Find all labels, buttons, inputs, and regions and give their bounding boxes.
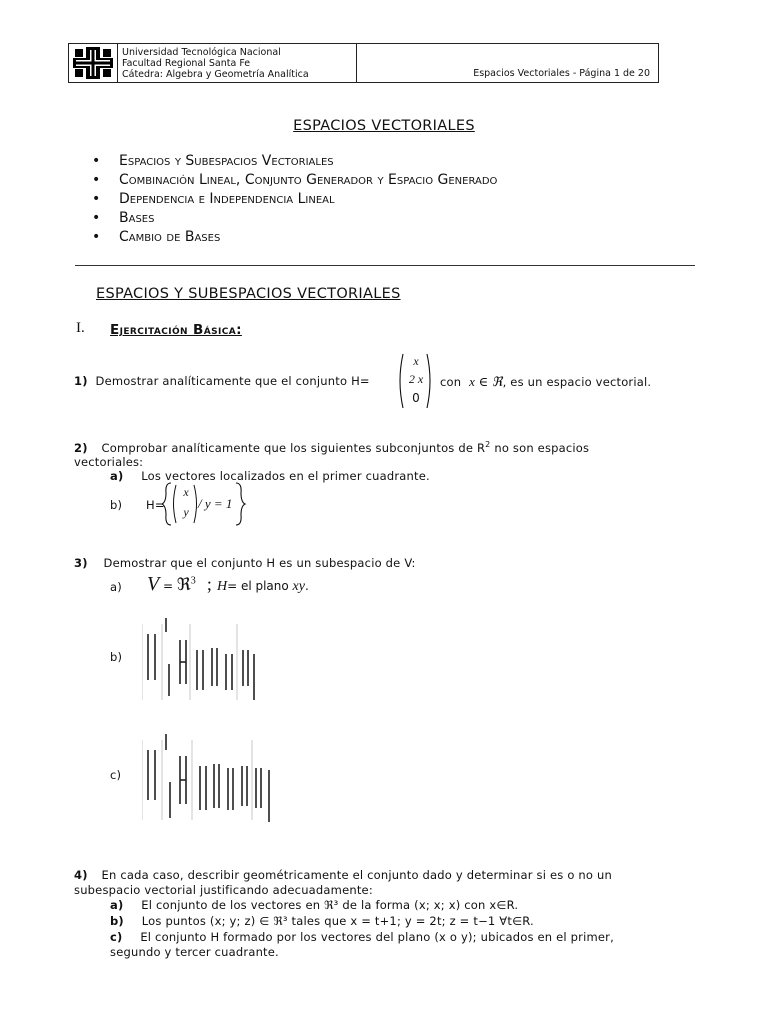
garbled-formula-image — [142, 614, 262, 700]
exercise-3a-label: a) — [110, 580, 122, 594]
subsection-title: Ejercitación Básica: — [110, 322, 242, 338]
exercise-4a: a) El conjunto de los vectores en ℜ³ de la forma (x; x; x) con x∈R. — [110, 898, 519, 912]
vector-component: 0 — [412, 391, 420, 405]
exercise-3b-label: b) — [110, 650, 123, 664]
topic-item: • Espacios y Subespacios Vectoriales — [92, 153, 334, 169]
vector-component: 2 x — [408, 372, 424, 386]
topic-item: • Combinación Lineal, Conjunto Generador y Espacio Generado — [92, 172, 498, 188]
bullet-icon: • — [92, 191, 101, 207]
institution-info — [117, 44, 357, 82]
bullet-icon: • — [92, 229, 101, 245]
exercise-2b-prefix: H= — [146, 498, 165, 512]
exercise-4c: c) El conjunto H formado por los vectores del plano (x o y); ubicados en el primer, — [110, 930, 614, 944]
subsection-number: I. — [76, 320, 85, 336]
bullet-icon: • — [92, 172, 101, 188]
vector-component: x — [183, 485, 189, 499]
faculty-name: Facultad Regional Santa Fe — [122, 58, 251, 69]
exercise-2-line2: vectoriales: — [74, 455, 144, 469]
topics-list — [92, 152, 497, 247]
vector-component: x — [413, 354, 419, 368]
exercise-3: 3) Demostrar que el conjunto H es un subespacio de V: — [74, 556, 416, 570]
exercise-2: 2) Comprobar analíticamente que los siguientes subconjuntos de $R^2$ no son espacios — [74, 440, 590, 455]
exercise-3c-label: c) — [110, 768, 122, 782]
topic-item: • Cambio de Bases — [92, 229, 221, 245]
exercise-2b-label: b) — [110, 498, 123, 512]
exercise-text: Demostrar analíticamente que el conjunto H= — [95, 374, 370, 388]
exercise-4c-line2: segundo y tercer cuadrante. — [110, 945, 279, 959]
exercise-4: 4) En cada caso, describir geométricamente el conjunto dado y determinar si es o no un — [74, 868, 612, 882]
set-condition: / y = 1 — [198, 496, 233, 511]
page-info: Espacios Vectoriales - Página 1 de 20 — [473, 68, 650, 79]
exercise-number: 1) — [74, 374, 88, 388]
bullet-icon: • — [92, 210, 101, 226]
section-title: ESPACIOS Y SUBESPACIOS VECTORIALES — [96, 286, 401, 302]
vector-component: y — [183, 505, 189, 519]
university-name: Universidad Tecnológica Nacional — [122, 47, 281, 58]
exercise-1-tail: con x ∈ ℜ, es un espacio vectorial. — [440, 374, 652, 389]
topic-item: • Bases — [92, 210, 155, 226]
bullet-icon: • — [92, 153, 101, 169]
logo-cell — [69, 44, 118, 82]
exercise-2a: a) Los vectores localizados en el primer cuadrante. — [110, 469, 430, 483]
section-divider — [75, 265, 695, 266]
course-name: Cátedra: Algebra y Geometría Analítica — [122, 69, 309, 80]
document-title: ESPACIOS VECTORIALES — [293, 118, 475, 134]
garbled-formula-image — [142, 730, 277, 822]
utn-logo-icon — [73, 47, 113, 79]
exercise-4-line2: subespacio vectorial justificando adecuadamente: — [74, 883, 373, 897]
exercise-1 — [74, 374, 370, 388]
topic-item: • Dependencia e Independencia Lineal — [92, 191, 335, 207]
page-header — [68, 43, 659, 83]
exercise-4b: b) Los puntos (x; y; z) ∈ ℜ³ tales que x = t+1; y = 2t; z = t−1 ∀t∈R. — [110, 914, 534, 928]
exercise-3a: V = ℜ$^3$ ; H= el plano xy. — [147, 573, 309, 595]
